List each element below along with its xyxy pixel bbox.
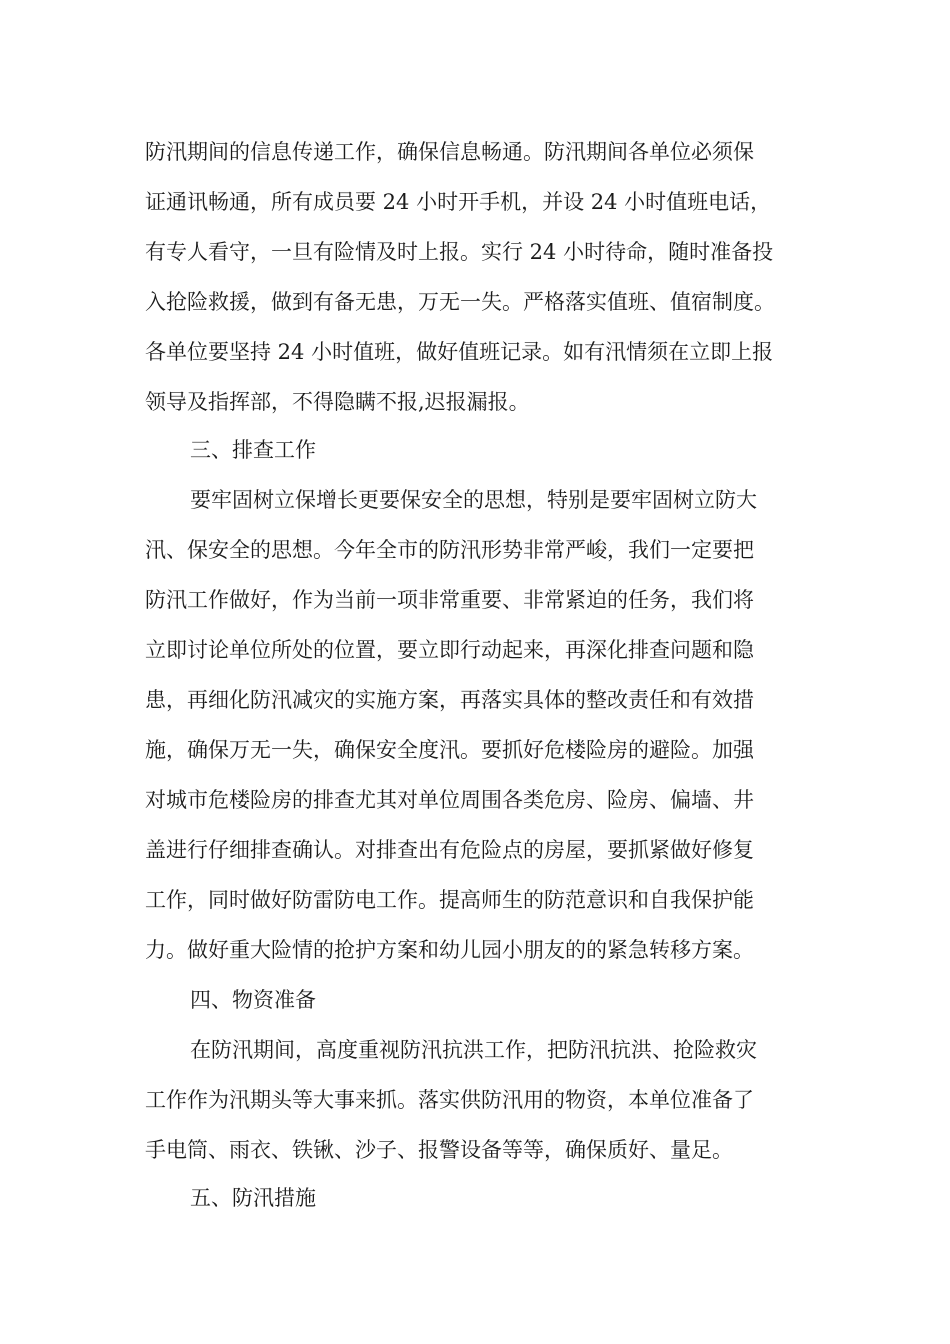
section-heading: 五、防汛措施: [190, 1186, 316, 1210]
paragraph-line: 防汛期间的信息传递工作，确保信息畅通。防汛期间各单位必须保: [145, 140, 754, 164]
paragraph-line: 施，确保万无一失，确保安全度汛。要抓好危楼险房的避险。加强: [145, 738, 754, 762]
paragraph-line: 有专人看守，一旦有险情及时上报。实行 24 小时待命，随时准备投: [145, 240, 774, 264]
paragraph-line: 领导及指挥部，不得隐瞒不报,迟报漏报。: [145, 390, 530, 414]
paragraph-line: 要牢固树立保增长更要保安全的思想，特别是要牢固树立防大: [190, 488, 757, 512]
paragraph-line: 工作作为汛期头等大事来抓。落实供防汛用的物资，本单位准备了: [145, 1088, 754, 1112]
paragraph-line: 盖进行仔细排查确认。对排查出有危险点的房屋，要抓紧做好修复: [145, 838, 754, 862]
paragraph-line: 入抢险救援，做到有备无患，万无一失。严格落实值班、值宿制度。: [145, 290, 775, 314]
paragraph-line: 在防汛期间，高度重视防汛抗洪工作，把防汛抗洪、抢险救灾: [190, 1038, 757, 1062]
paragraph-line: 各单位要坚持 24 小时值班，做好值班记录。如有汛情须在立即上报: [145, 340, 774, 364]
paragraph-line: 工作，同时做好防雷防电工作。提高师生的防范意识和自我保护能: [145, 888, 754, 912]
paragraph-line: 汛、保安全的思想。今年全市的防汛形势非常严峻，我们一定要把: [145, 538, 754, 562]
paragraph-line: 力。做好重大险情的抢护方案和幼儿园小朋友的的紧急转移方案。: [145, 938, 754, 962]
paragraph-line: 证通讯畅通，所有成员要 24 小时开手机，并设 24 小时值班电话，: [145, 190, 772, 214]
section-heading: 四、物资准备: [190, 988, 316, 1012]
paragraph-line: 立即讨论单位所处的位置，要立即行动起来，再深化排查问题和隐: [145, 638, 754, 662]
paragraph-line: 患，再细化防汛减灾的实施方案，再落实具体的整改责任和有效措: [145, 688, 754, 712]
paragraph-line: 防汛工作做好，作为当前一项非常重要、非常紧迫的任务，我们将: [145, 588, 754, 612]
paragraph-line: 手电筒、雨衣、铁锹、沙子、报警设备等等，确保质好、量足。: [145, 1138, 733, 1162]
paragraph-line: 对城市危楼险房的排查尤其对单位周围各类危房、险房、偏墙、井: [145, 788, 754, 812]
section-heading: 三、排查工作: [190, 438, 316, 462]
